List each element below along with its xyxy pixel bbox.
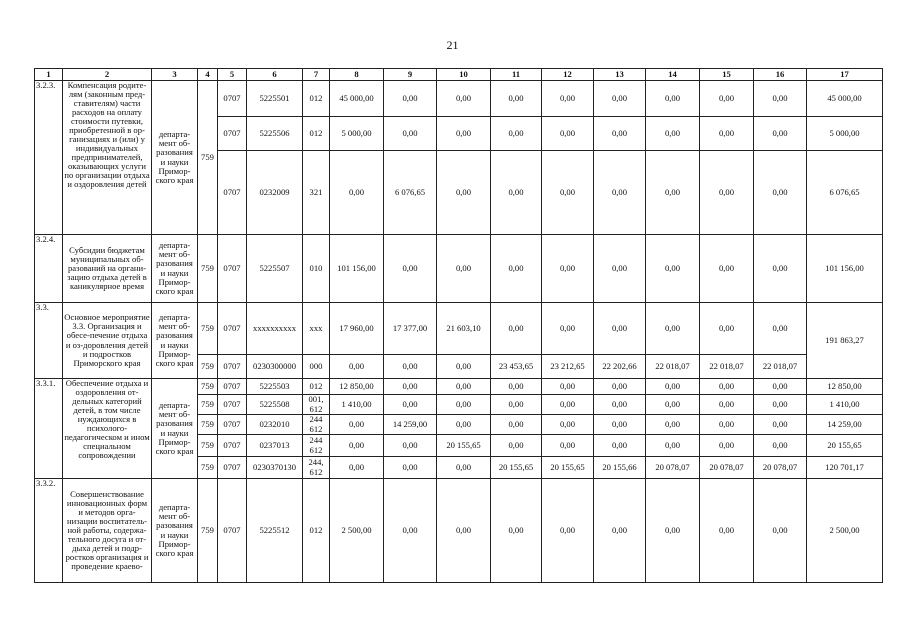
cell: 20 078,07 — [754, 457, 807, 479]
cell: 0,00 — [491, 117, 542, 151]
dept-cell: департа-мент об-разования и науки Примор-ского края — [152, 235, 198, 303]
cell: 0,00 — [542, 235, 594, 303]
cell: 6 076,65 — [807, 151, 883, 235]
cell: 759 — [198, 479, 218, 583]
cell: 0,00 — [542, 81, 594, 117]
budget-table — [34, 68, 883, 583]
cell: 0707 — [218, 379, 247, 395]
cell: 0,00 — [437, 415, 491, 435]
cell: 0,00 — [491, 415, 542, 435]
column-header: 5 — [218, 69, 247, 81]
table-row — [35, 81, 883, 117]
cell: 0707 — [218, 151, 247, 235]
cell: 0,00 — [646, 479, 700, 583]
cell: 5 000,00 — [807, 117, 883, 151]
cell: 0,00 — [437, 395, 491, 415]
cell: 22 018,07 — [754, 355, 807, 379]
cell: 17 377,00 — [384, 303, 437, 355]
cell: 0,00 — [491, 303, 542, 355]
cell: 45 000,00 — [330, 81, 384, 117]
cell: 0,00 — [700, 235, 754, 303]
cell: 120 701,17 — [807, 457, 883, 479]
cell: 012 — [303, 117, 330, 151]
row-code: 3.3. — [35, 303, 63, 379]
cell: 0,00 — [384, 395, 437, 415]
cell: 0707 — [218, 395, 247, 415]
table-row — [35, 235, 883, 303]
cell: 759 — [198, 395, 218, 415]
cell: 0707 — [218, 117, 247, 151]
cell: 0,00 — [437, 457, 491, 479]
cell: 0,00 — [700, 151, 754, 235]
cell: 23 453,65 — [491, 355, 542, 379]
cell: 0707 — [218, 457, 247, 479]
cell: 0,00 — [594, 479, 646, 583]
cell: 759 — [198, 457, 218, 479]
cell: 0,00 — [491, 479, 542, 583]
cell: xxx — [303, 303, 330, 355]
cell: 0230300000 — [247, 355, 303, 379]
cell: 0,00 — [542, 303, 594, 355]
cell: 5225503 — [247, 379, 303, 395]
cell: 0,00 — [646, 379, 700, 395]
cell: 0237013 — [247, 435, 303, 457]
cell: 5225507 — [247, 235, 303, 303]
cell: 0,00 — [700, 479, 754, 583]
cell: 0,00 — [646, 151, 700, 235]
cell: 22 018,07 — [646, 355, 700, 379]
cell: 23 212,65 — [542, 355, 594, 379]
cell: 12 850,00 — [807, 379, 883, 395]
cell: 0,00 — [384, 117, 437, 151]
cell: 0,00 — [542, 435, 594, 457]
cell: 0707 — [218, 303, 247, 355]
cell: 0707 — [218, 479, 247, 583]
column-header: 15 — [700, 69, 754, 81]
cell: 0,00 — [646, 415, 700, 435]
cell: 0,00 — [594, 379, 646, 395]
cell: 1 410,00 — [330, 395, 384, 415]
cell: 012 — [303, 479, 330, 583]
cell: 244, 612 — [303, 457, 330, 479]
row-name: Субсидии бюджетам муниципальных об-разований на органи-зацию отдыха детей в каникулярное время — [63, 235, 152, 303]
row-name: Основное мероприятие 3.3. Организация и обесе-печение отдыха и оз-доровления детей и подростков Приморского края — [63, 303, 152, 379]
table-body — [35, 69, 883, 583]
cell: 0,00 — [754, 235, 807, 303]
column-header: 3 — [152, 69, 198, 81]
row-name: Обеспечение отдыха и оздоровления от-дельных категорий детей, в том числе нуждающихся в психолого-педагогическом и ином специальном сопровождении — [63, 379, 152, 479]
row-code: 3.2.3. — [35, 81, 63, 235]
cell: 012 — [303, 81, 330, 117]
cell: 0,00 — [754, 479, 807, 583]
cell: 000 — [303, 355, 330, 379]
table-row — [35, 379, 883, 395]
column-header: 2 — [63, 69, 152, 81]
cell: 0,00 — [700, 395, 754, 415]
cell: 0,00 — [542, 395, 594, 415]
cell: 0,00 — [384, 435, 437, 457]
cell: 0,00 — [542, 379, 594, 395]
cell: 0,00 — [542, 479, 594, 583]
cell: 0,00 — [646, 303, 700, 355]
cell: 0,00 — [754, 117, 807, 151]
cell: 0,00 — [384, 379, 437, 395]
cell: 0,00 — [594, 395, 646, 415]
cell: 20 078,07 — [646, 457, 700, 479]
cell: 0,00 — [700, 415, 754, 435]
cell: 2 500,00 — [807, 479, 883, 583]
cell: 0,00 — [437, 355, 491, 379]
cell: 14 259,00 — [807, 415, 883, 435]
row-name: Совершенствование инновационных форм и методов орга-низации воспитатель-ной работы, содержа-тельного досуга и от-дыха детей и подр-ростков организация и проведение краево- — [63, 479, 152, 583]
cell: 0,00 — [594, 81, 646, 117]
cell: 20 155,65 — [542, 457, 594, 479]
cell: 0,00 — [330, 355, 384, 379]
cell: 0707 — [218, 81, 247, 117]
row-code: 3.2.4. — [35, 235, 63, 303]
column-header: 1 — [35, 69, 63, 81]
cell: 0,00 — [594, 435, 646, 457]
cell: 759 — [198, 355, 218, 379]
cell: 0,00 — [491, 435, 542, 457]
cell: 20 155,65 — [437, 435, 491, 457]
cell: 5225506 — [247, 117, 303, 151]
cell: 0,00 — [384, 81, 437, 117]
cell: 0,00 — [437, 81, 491, 117]
cell: 0,00 — [754, 81, 807, 117]
row-code: 3.3.1. — [35, 379, 63, 479]
cell: 0,00 — [594, 235, 646, 303]
cell: 0,00 — [384, 235, 437, 303]
cell: 20 155,66 — [594, 457, 646, 479]
cell: 0,00 — [754, 415, 807, 435]
cell: 0,00 — [384, 355, 437, 379]
cell: 0,00 — [330, 415, 384, 435]
cell: 17 960,00 — [330, 303, 384, 355]
cell: 1 410,00 — [807, 395, 883, 415]
cell: xxxxxxxxxx — [247, 303, 303, 355]
cell: 0,00 — [330, 457, 384, 479]
cell: 0,00 — [700, 81, 754, 117]
cell: 012 — [303, 379, 330, 395]
cell: 22 018,07 — [700, 355, 754, 379]
column-header: 14 — [646, 69, 700, 81]
cell: 0,00 — [437, 479, 491, 583]
cell: 101 156,00 — [330, 235, 384, 303]
cell: 0,00 — [491, 235, 542, 303]
cell: 0,00 — [330, 435, 384, 457]
cell: 0230370130 — [247, 457, 303, 479]
cell: 0,00 — [754, 151, 807, 235]
cell: 21 603,10 — [437, 303, 491, 355]
cell: 0,00 — [437, 151, 491, 235]
column-header: 4 — [198, 69, 218, 81]
cell: 759 — [198, 303, 218, 355]
cell: 0707 — [218, 235, 247, 303]
column-header: 7 — [303, 69, 330, 81]
cell: 20 078,07 — [700, 457, 754, 479]
cell: 001, 612 — [303, 395, 330, 415]
cell: 0,00 — [437, 235, 491, 303]
cell: 5225501 — [247, 81, 303, 117]
table-row — [35, 479, 883, 583]
cell: 0,00 — [437, 379, 491, 395]
total-cell: 191 863,27 — [807, 303, 883, 379]
cell: 0,00 — [754, 303, 807, 355]
cell: 0,00 — [700, 117, 754, 151]
cell: 22 202,66 — [594, 355, 646, 379]
row-code: 3.3.2. — [35, 479, 63, 583]
cell: 0,00 — [491, 151, 542, 235]
cell: 759 — [198, 415, 218, 435]
cell: 0,00 — [700, 303, 754, 355]
cell: 010 — [303, 235, 330, 303]
column-header: 6 — [247, 69, 303, 81]
cell: 321 — [303, 151, 330, 235]
column-header: 9 — [384, 69, 437, 81]
dept-cell: департа-мент об-разования и науки Примор-ского края — [152, 379, 198, 479]
cell: 5225508 — [247, 395, 303, 415]
column-header: 17 — [807, 69, 883, 81]
page-number: 21 — [446, 38, 459, 52]
cell: 0,00 — [384, 479, 437, 583]
cell: 0,00 — [646, 395, 700, 415]
cell: 101 156,00 — [807, 235, 883, 303]
cell: 0,00 — [542, 117, 594, 151]
column-header: 16 — [754, 69, 807, 81]
cell: 0,00 — [542, 415, 594, 435]
cell: 0,00 — [700, 379, 754, 395]
cell: 0,00 — [491, 379, 542, 395]
cell: 6 076,65 — [384, 151, 437, 235]
cell: 0,00 — [754, 379, 807, 395]
cell: 0,00 — [646, 117, 700, 151]
column-header: 12 — [542, 69, 594, 81]
cell: 244 612 — [303, 435, 330, 457]
column-header: 10 — [437, 69, 491, 81]
dept-cell: департа-мент об-разования и науки Примор-ского края — [152, 81, 198, 235]
cell: 20 155,65 — [491, 457, 542, 479]
cell: 0707 — [218, 435, 247, 457]
grbs-cell: 759 — [198, 81, 218, 235]
cell: 0,00 — [542, 151, 594, 235]
table-row — [35, 303, 883, 355]
cell: 0,00 — [646, 235, 700, 303]
cell: 759 — [198, 379, 218, 395]
cell: 0,00 — [330, 151, 384, 235]
cell: 0,00 — [754, 435, 807, 457]
column-header: 11 — [491, 69, 542, 81]
cell: 0,00 — [594, 117, 646, 151]
cell: 5225512 — [247, 479, 303, 583]
cell: 14 259,00 — [384, 415, 437, 435]
cell: 244 612 — [303, 415, 330, 435]
cell: 0,00 — [594, 415, 646, 435]
column-header: 13 — [594, 69, 646, 81]
cell: 0,00 — [594, 303, 646, 355]
cell: 0,00 — [646, 435, 700, 457]
cell: 0707 — [218, 415, 247, 435]
cell: 759 — [198, 435, 218, 457]
cell: 0,00 — [594, 151, 646, 235]
cell: 0707 — [218, 355, 247, 379]
cell: 0,00 — [700, 435, 754, 457]
cell: 0,00 — [646, 81, 700, 117]
cell: 20 155,65 — [807, 435, 883, 457]
cell: 0,00 — [437, 117, 491, 151]
cell: 0,00 — [754, 395, 807, 415]
cell: 45 000,00 — [807, 81, 883, 117]
cell: 0232010 — [247, 415, 303, 435]
cell: 0232009 — [247, 151, 303, 235]
cell: 2 500,00 — [330, 479, 384, 583]
cell: 0,00 — [384, 457, 437, 479]
dept-cell: департа-мент об-разования и науки Примор-ского края — [152, 303, 198, 379]
cell: 759 — [198, 235, 218, 303]
cell: 0,00 — [491, 395, 542, 415]
header-row — [35, 69, 883, 81]
column-header: 8 — [330, 69, 384, 81]
row-name: Компенсация родите-лям (законным пред-ставителям) части расходов на оплату стоимости путевки, приобретенной в ор-ганизациях и (или) у индивидуальных предпринимателей, оказывающих услуги по организации отдыха и оздоровления детей — [63, 81, 152, 235]
cell: 0,00 — [491, 81, 542, 117]
cell: 12 850,00 — [330, 379, 384, 395]
cell: 5 000,00 — [330, 117, 384, 151]
dept-cell: департа-мент об-разования и науки Примор-ского края — [152, 479, 198, 583]
